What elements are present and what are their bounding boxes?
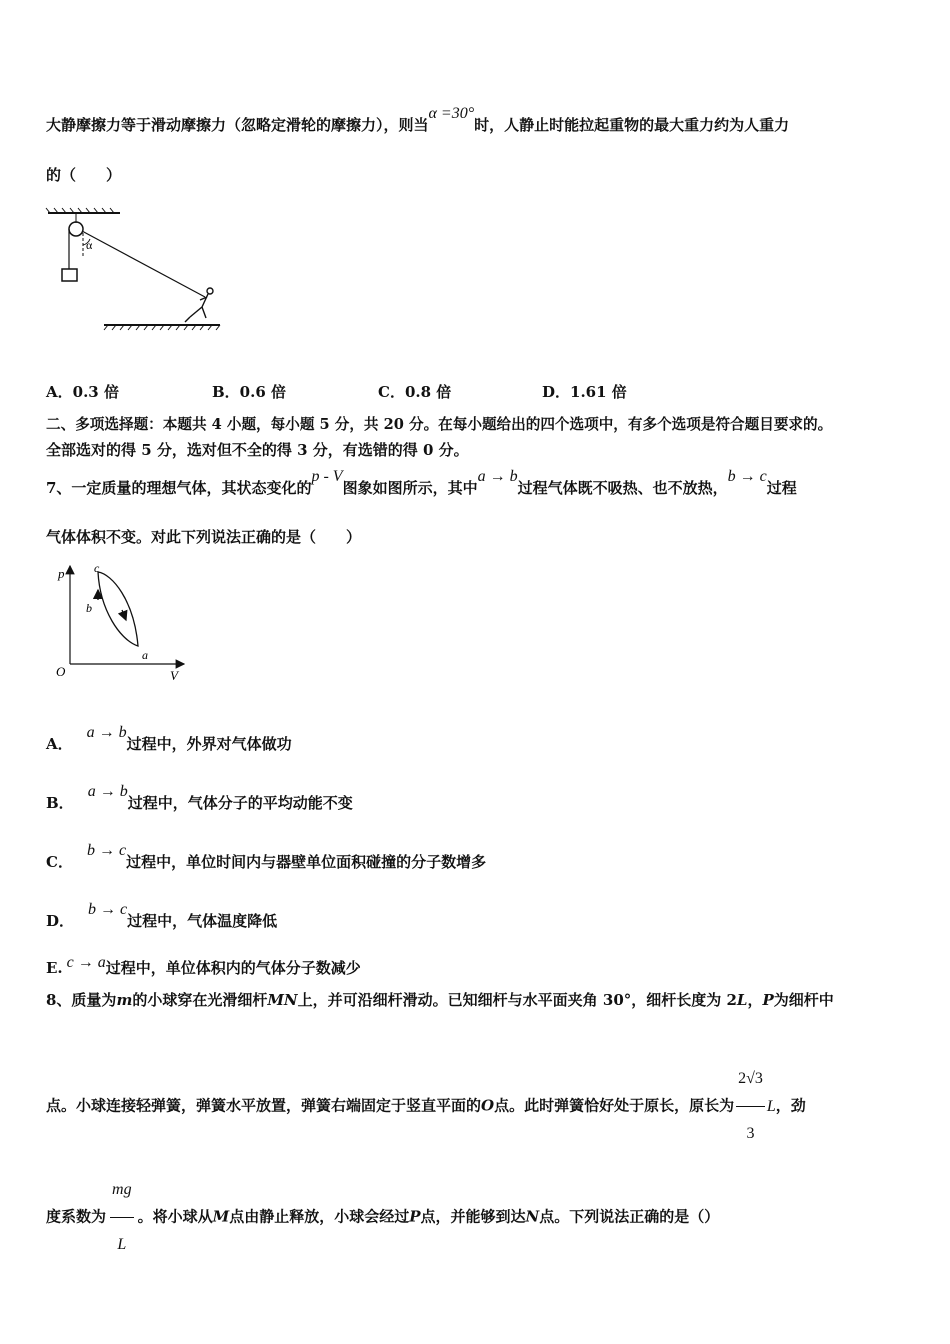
q6-option-a[interactable]: A．0.3 倍 — [46, 383, 119, 401]
q7-option-e-expr: c → a — [66, 954, 106, 971]
q8-l-var: L — [736, 991, 748, 1009]
q6-option-d[interactable]: D．1.61 倍 — [542, 383, 627, 401]
q7-option-c-text: 过程中，单位时间内与器壁单位面积碰撞的分子数增多 — [126, 853, 487, 871]
q7-option-c-expr: b → c — [86, 842, 127, 859]
q7-option-a-letter: A． — [46, 735, 73, 753]
q8-text-10: 。将小球从 — [137, 1207, 213, 1226]
q8-n-point: N — [525, 1207, 540, 1226]
q7-pv-expression: p - V — [311, 468, 343, 485]
q7-option-a-text: 过程中，外界对气体做功 — [126, 735, 292, 753]
q8-text-9: 度系数为 — [46, 1207, 107, 1226]
q7-option-b-expr: a → b — [87, 783, 128, 800]
q7-option-d-text: 过程中，气体温度降低 — [127, 912, 278, 930]
q7-option-c-letter: C． — [46, 853, 73, 871]
q8-frac1-den: 3 — [746, 1125, 755, 1142]
q8-fraction-length — [736, 1052, 765, 1161]
q7-option-b[interactable] — [46, 783, 353, 813]
q8-frac1-l: L — [766, 1097, 776, 1115]
q7-option-d-letter: D． — [46, 912, 75, 930]
q7-option-e-text: 过程中，单位体积内的气体分子数减少 — [105, 959, 361, 977]
q7-text-3: 过程气体既不吸热、也不放热， — [517, 479, 728, 497]
v-axis-label: V — [170, 668, 178, 683]
q8-text-13: 点。下列说法正确的是（） — [539, 1207, 720, 1226]
q8-text-5: 为细杆中 — [773, 991, 834, 1009]
q8-p-point: P — [409, 1207, 421, 1226]
q7-option-a-expr: a → b — [86, 724, 127, 741]
q7-option-b-letter: B． — [46, 794, 74, 812]
q8-fraction-stiffness — [110, 1163, 134, 1272]
q8-text-3: 上，并可沿细杆滑动。已知细杆与水平面夹角 30°，细杆长度为 2 — [297, 991, 737, 1009]
q7-text-4: 过程 — [766, 479, 797, 497]
q8-frac2-den: L — [117, 1236, 127, 1253]
q8-frac1-num: 2√3 — [736, 1052, 765, 1107]
q8-text-4: ， — [747, 991, 763, 1009]
cycle-curve — [98, 572, 138, 646]
q8-m-point: M — [212, 1207, 230, 1226]
q7-option-a[interactable] — [46, 724, 292, 754]
q6-option-b[interactable]: B．0.6 倍 — [212, 383, 286, 401]
q6-text-post: 时，人静止时能拉起重物的最大重力约为人重力 — [474, 116, 790, 134]
q8-mn-var: MN — [267, 991, 298, 1009]
q8-line3 — [46, 1163, 719, 1272]
q7-option-e[interactable] — [46, 954, 361, 978]
q8-text-12: 点，并能够到达 — [420, 1207, 526, 1226]
q8-text-7: 点。此时弹簧恰好处于原长，原长为 — [494, 1096, 735, 1115]
q8-text-11: 点由静止释放，小球会经过 — [229, 1207, 410, 1226]
point-b-label: b — [86, 601, 92, 615]
q8-line2 — [46, 1052, 806, 1161]
p-axis-label: p — [58, 566, 65, 581]
q6-alpha-expression: α =30° — [428, 105, 475, 122]
q6-line2: 的（ ） — [46, 166, 122, 184]
q7-option-b-text: 过程中，气体分子的平均动能不变 — [127, 794, 353, 812]
point-a-label: a — [142, 648, 148, 662]
q7-bc-expression: b → c — [727, 468, 767, 485]
q7-text-1: 7、一定质量的理想气体，其状态变化的 — [46, 479, 312, 497]
weight-block — [62, 269, 77, 281]
rope-slanted — [82, 231, 205, 297]
q8-p-var: P — [762, 991, 774, 1009]
q7-option-e-letter: E. — [46, 959, 63, 977]
q6-line1 — [46, 105, 790, 136]
q7-ab-expression: a → b — [477, 468, 518, 485]
q7-line2: 气体体积不变。对此下列说法正确的是（ ） — [46, 528, 362, 546]
q8-frac2-num: mg — [110, 1163, 134, 1218]
q7-option-c[interactable] — [46, 842, 487, 872]
q8-text-2: 的小球穿在光滑细杆 — [132, 991, 268, 1009]
q7-line1 — [46, 468, 797, 499]
q7-option-d-expr: b → c — [88, 901, 128, 918]
origin-label: O — [56, 664, 66, 679]
q8-text-8: ，劲 — [775, 1096, 806, 1115]
section2-line1: 二、多项选择题：本题共 4 小题，每小题 5 分，共 20 分。在每小题给出的四个选项中，有多个选项是符合题目要求的。 — [46, 416, 833, 433]
point-c-label: c — [94, 561, 100, 575]
q8-text-6: 点。小球连接轻弹簧，弹簧水平放置，弹簧右端固定于竖直平面的 — [46, 1096, 482, 1115]
pulley-wheel — [69, 222, 83, 236]
section2-line2: 全部选对的得 5 分，选对但不全的得 3 分，有选错的得 0 分。 — [46, 441, 469, 459]
q6-text-pre: 大静摩擦力等于滑动摩擦力（忽略定滑轮的摩擦力），则当 — [46, 116, 429, 134]
q7-option-d[interactable] — [46, 901, 278, 931]
q8-text-1: 8、质量为 — [46, 991, 117, 1009]
q7-text-2: 图象如图所示，其中 — [342, 479, 478, 497]
q8-m-var: m — [116, 991, 133, 1009]
q6-option-c[interactable]: C．0.8 倍 — [378, 383, 452, 401]
q8-o-var: O — [481, 1096, 495, 1115]
pulley-figure — [40, 205, 240, 335]
q8-line1 — [46, 990, 834, 1010]
alpha-label: α — [86, 238, 93, 252]
pv-diagram — [50, 560, 210, 690]
